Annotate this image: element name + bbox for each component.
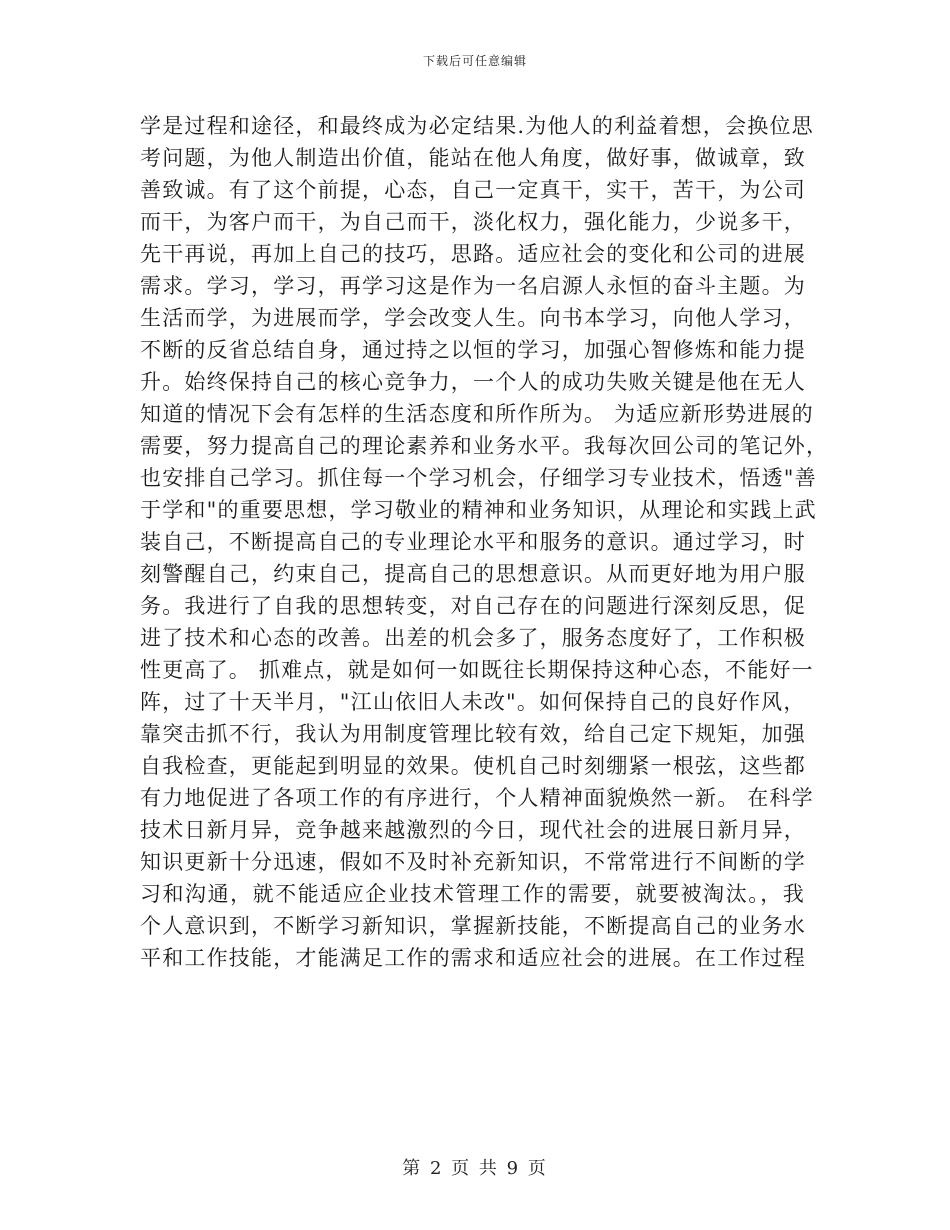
body-text-line: 生活而学，为进展而学，学会改变人生。向书本学习，向他人学习， <box>140 306 806 330</box>
body-text-line: 升。始终保持自己的核心竞争力，一个人的成功失败关键是他在无人 <box>140 370 806 394</box>
document-body <box>140 110 829 974</box>
body-text-line: 平和工作技能，才能满足工作的需求和适应社会的进展。在工作过程 <box>140 946 806 970</box>
body-text-line: 而干，为客户而干，为自己而干，淡化权力，强化能力，少说多干， <box>140 210 806 234</box>
body-text-line: 知识更新十分迅速，假如不及时补充新知识，不常常进行不间断的学 <box>140 850 806 874</box>
body-text-line: 阵，过了十天半月，"江山依旧人未改"。如何保持自己的良好作风， <box>140 690 806 714</box>
body-text-line: 学是过程和途径，和最终成为必定结果.为他人的利益着想，会换位思 <box>140 114 814 138</box>
page-footer-page-number: 第 2 页 共 9 页 <box>402 1158 548 1179</box>
body-text-line: 善致诚。有了这个前提，心态，自己一定真干，实干，苦干，为公司 <box>140 178 806 202</box>
body-text-line: 习和沟通，就不能适应企业技术管理工作的需要，就要被淘汰。，我 <box>140 882 805 906</box>
body-text-line: 不断的反省总结自身，通过持之以恒的学习，加强心智修炼和能力提 <box>140 338 806 362</box>
body-text-line: 需求。学习，学习，再学习这是作为一名启源人永恒的奋斗主题。为 <box>140 274 806 298</box>
body-text-line: 务。我进行了自我的思想转变，对自己存在的问题进行深刻反思，促 <box>140 594 806 618</box>
body-text-line: 个人意识到，不断学习新知识，掌握新技能，不断提高自己的业务水 <box>140 914 806 938</box>
page-header: 下载后可任意编辑 <box>422 54 527 68</box>
body-text-line: 靠突击抓不行，我认为用制度管理比较有效，给自己定下规矩，加强 <box>140 722 806 746</box>
body-text-line: 刻警醒自己，约束自己，提高自己的思想意识。从而更好地为用户服 <box>140 562 806 586</box>
body-text-line: 也安排自己学习。抓住每一个学习机会，仔细学习专业技术，悟透"善 <box>140 466 817 490</box>
body-text-line: 需要，努力提高自己的理论素养和业务水平。我每次回公司的笔记外， <box>140 434 829 458</box>
body-text-line: 知道的情况下会有怎样的生活态度和所作所为。 为适应新形势进展的 <box>140 402 814 426</box>
body-text-line: 进了技术和心态的改善。出差的机会多了，服务态度好了，工作积极 <box>140 626 806 650</box>
body-text-line: 技术日新月异，竞争越来越激烈的今日，现代社会的进展日新月异， <box>140 818 806 842</box>
body-text-line: 于学和"的重要思想，学习敬业的精神和业务知识，从理论和实践上武 <box>140 498 817 522</box>
body-text-line: 自我检查，更能起到明显的效果。使机自己时刻绷紧一根弦，这些都 <box>140 754 806 778</box>
body-text-line: 有力地促进了各项工作的有序进行，个人精神面貌焕然一新。 在科学 <box>140 786 814 810</box>
body-text-line: 性更高了。 抓难点，就是如何一如既往长期保持这种心态，不能好一 <box>140 658 814 682</box>
body-text-line: 装自己，不断提高自己的专业理论水平和服务的意识。通过学习，时 <box>140 530 806 554</box>
body-text-line: 先干再说，再加上自己的技巧，思路。适应社会的变化和公司的进展 <box>140 242 806 266</box>
body-text-line: 考问题，为他人制造出价值，能站在他人角度，做好事，做诚章，致 <box>140 146 806 170</box>
